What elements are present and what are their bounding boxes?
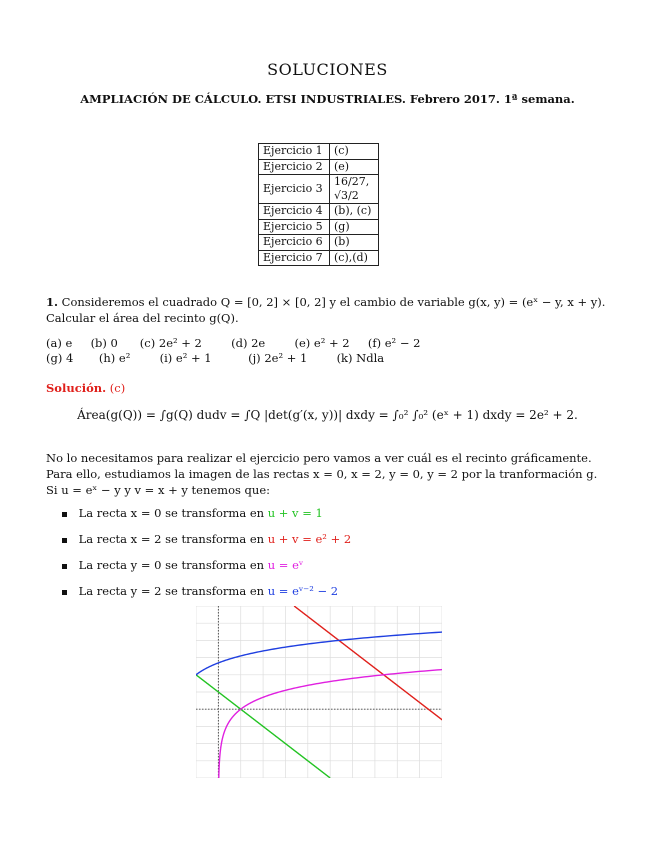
options-line-2: (g) 4 (h) e² (i) e² + 1 (j) 2e² + 1 (k) Ndla [46, 351, 385, 365]
answer-cell: 16/27, √3/2 [330, 175, 379, 204]
problem-text: Consideremos el cuadrado Q = [0, 2] × [0, 2] y el cambio de variable g(x, y) = (eˣ − y, x + y). Calcular el área del recinto g(Q). [46, 295, 606, 325]
exercise-cell: Ejercicio 5 [259, 219, 330, 235]
area-formula: Área(g(Q)) = ∫g(Q) dudv = ∫Q |det(g′(x, y))| dxdy = ∫₀² ∫₀² (eˣ + 1) dxdy = 2e² + 2. [77, 408, 578, 422]
answers-row [259, 175, 379, 204]
bullet-square-icon [62, 512, 67, 517]
answers-table [258, 143, 379, 266]
bullet-square-icon [62, 590, 67, 595]
bullet-result: u = eᵛ [267, 558, 304, 572]
exercise-cell: Ejercicio 3 [259, 175, 330, 204]
bullet-result: u + v = e² + 2 [267, 532, 352, 546]
answer-cell: (g) [330, 219, 379, 235]
page-subtitle: AMPLIACIÓN DE CÁLCULO. ETSI INDUSTRIALES. Febrero 2017. 1ª semana. [80, 92, 575, 106]
bullet-text: La recta x = 2 se transforma en [78, 532, 265, 546]
answers-row [259, 159, 379, 175]
bullet-square-icon [62, 538, 67, 543]
bullet-item [62, 506, 323, 520]
problem-statement [46, 294, 606, 326]
bullet-text: La recta y = 0 se transforma en [78, 558, 265, 572]
answer-cell: (c),(d) [330, 250, 379, 266]
bullet-result: u + v = 1 [267, 506, 323, 520]
answer-cell: (b), (c) [330, 204, 379, 220]
answers-row [259, 235, 379, 251]
region-graph [196, 606, 442, 778]
solution-answer: (c) [109, 381, 126, 395]
explanation-paragraph: No lo necesitamos para realizar el ejercicio pero vamos a ver cuál es el recinto gráficamente. Para ello, estudiamos la imagen de las rectas x = 0, x = 2, y = 0, y = 2 por la tranformación g. Si u = eˣ − y y v = x + y tenemos que: [46, 451, 598, 497]
bullet-text: La recta y = 2 se transforma en [78, 584, 265, 598]
bullet-square-icon [62, 564, 67, 569]
exercise-cell: Ejercicio 4 [259, 204, 330, 220]
bullet-item [62, 558, 303, 572]
answer-cell: (c) [330, 144, 379, 160]
answer-cell: (e) [330, 159, 379, 175]
exercise-cell: Ejercicio 1 [259, 144, 330, 160]
solution-heading [46, 381, 125, 395]
exercise-cell: Ejercicio 6 [259, 235, 330, 251]
answers-row [259, 219, 379, 235]
bullet-item [62, 584, 338, 598]
bullet-item [62, 532, 351, 546]
exercise-cell: Ejercicio 2 [259, 159, 330, 175]
answers-row [259, 204, 379, 220]
line-y2-curve [196, 631, 442, 778]
solution-label: Solución. [46, 381, 107, 395]
answer-cell: (b) [330, 235, 379, 251]
exercise-cell: Ejercicio 7 [259, 250, 330, 266]
bullet-text: La recta x = 0 se transforma en [78, 506, 265, 520]
answers-row [259, 144, 379, 160]
problem-number: 1. [46, 295, 59, 309]
answers-row [259, 250, 379, 266]
page-title: SOLUCIONES [267, 60, 388, 79]
options-line-1: (a) e (b) 0 (c) 2e² + 2 (d) 2e (e) e² + 2 (f) e² − 2 [46, 336, 421, 350]
bullet-result: u = eᵛ⁻² − 2 [267, 584, 339, 598]
